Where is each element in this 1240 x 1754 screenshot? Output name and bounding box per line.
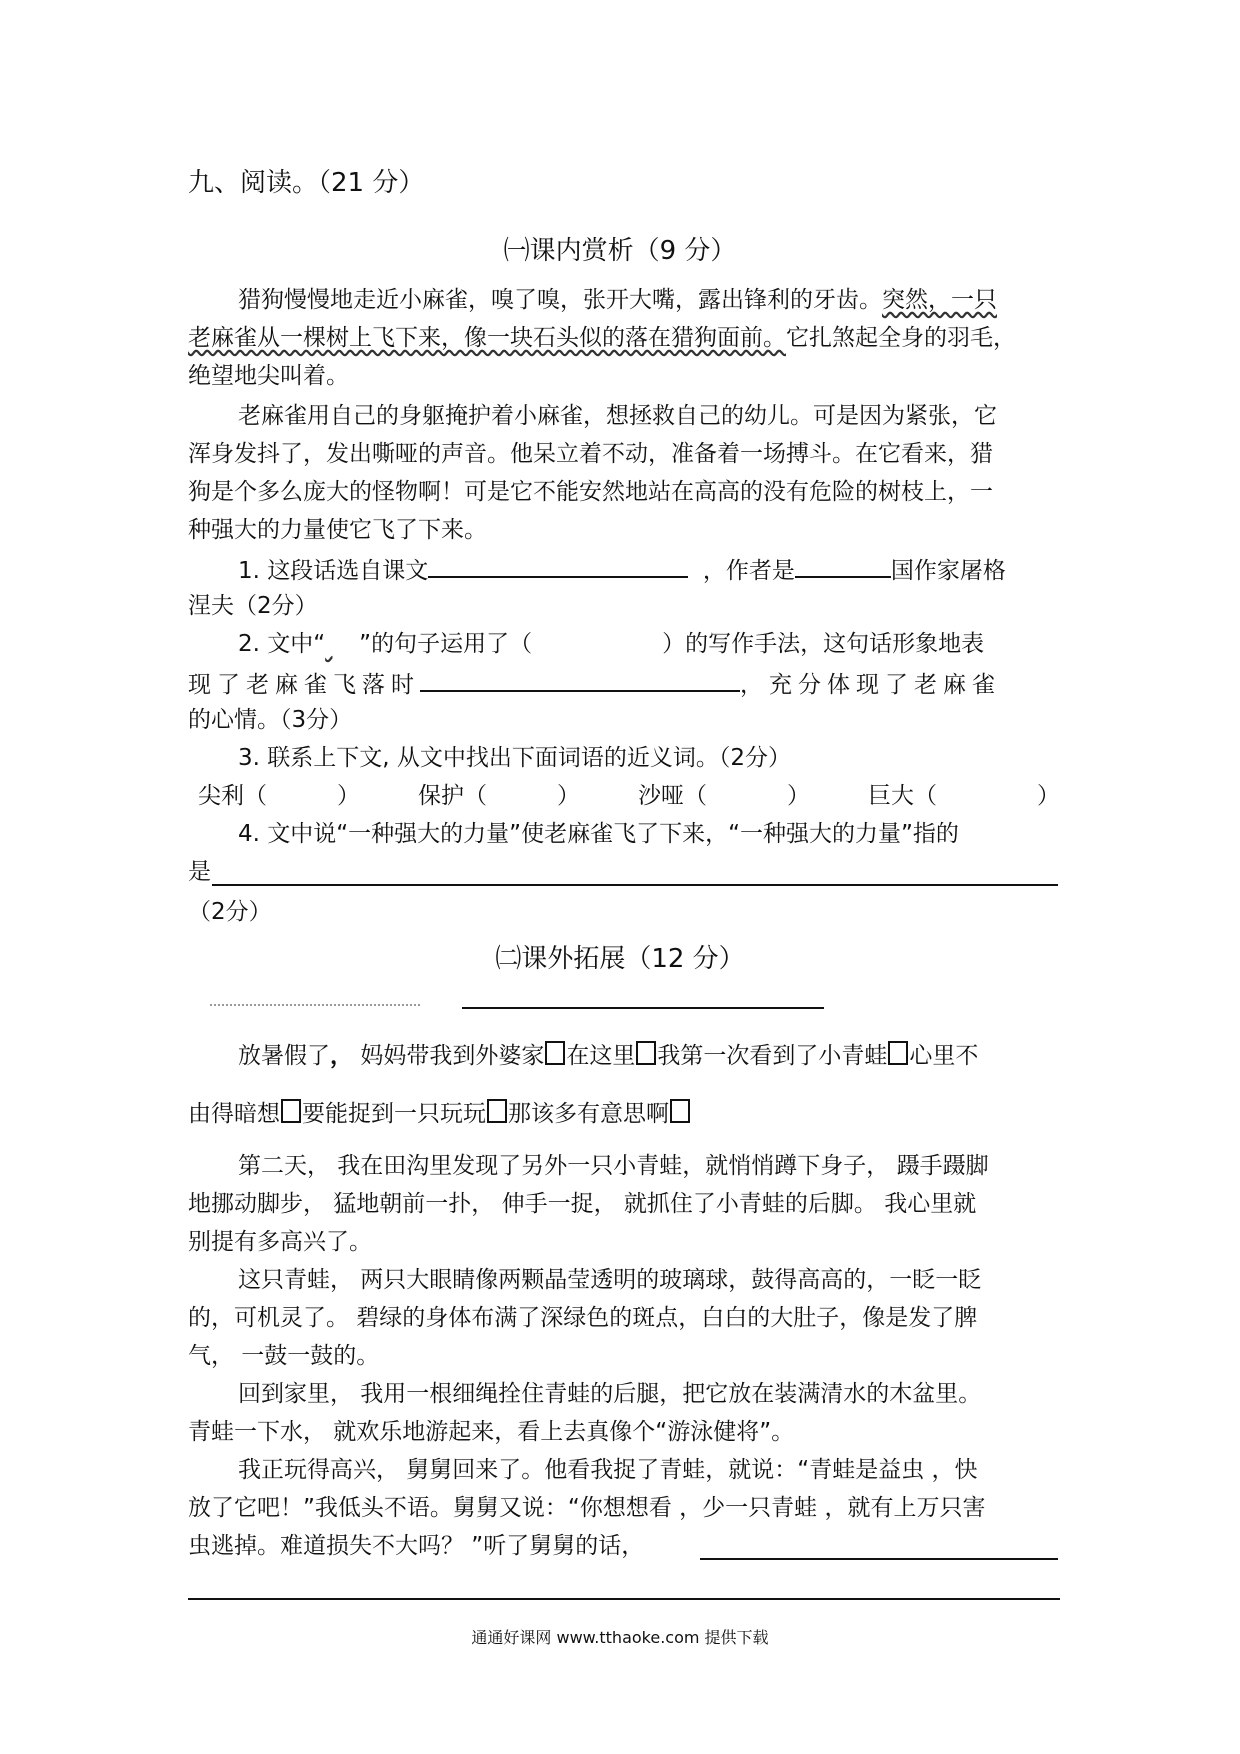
synonym-item[interactable]: [868, 778, 1060, 814]
section1-heading: ㈠课内赏析（9 分）: [503, 236, 737, 266]
answer-blank[interactable]: [420, 664, 740, 692]
footer-text: 通通好课网 www.tthaoke.com 提供下载: [471, 1628, 769, 1647]
s2-para3-line2: 的，可机灵了。 碧绿的身体布满了深绿色的斑点，白白的大肚子，像是发了脾: [188, 1305, 978, 1331]
s2-text: 放暑假了: [238, 1043, 330, 1069]
word-label: 沙哑（: [638, 783, 707, 809]
q1-text: 国作家屠格: [890, 558, 1006, 584]
para1-line1: [188, 282, 1108, 318]
para1-text: 猎狗慢慢地走近小麻雀，嗅了嗅，张开大嘴，露出锋利的牙齿。: [238, 287, 882, 313]
s2-para3-line3: 气， 一鼓一鼓的。: [188, 1343, 380, 1369]
s2-para1-line2: [188, 1096, 1058, 1132]
answer-line[interactable]: [212, 884, 1058, 886]
synonym-item[interactable]: [418, 778, 580, 814]
answer-blank[interactable]: [428, 550, 688, 578]
para1-text: 它扎煞起全身的羽毛，: [786, 325, 1016, 351]
s2-para2-line1: 第二天， 我在田沟里发现了另外一只小青蛙，就悄悄蹲下身子， 蹑手蹑脚: [238, 1153, 989, 1179]
s2-comma: ，: [330, 1043, 353, 1069]
para1-line3: 绝望地尖叫着。: [188, 363, 349, 389]
answer-line[interactable]: [700, 1558, 1058, 1560]
word-label: 巨大（: [868, 783, 937, 809]
word-label: 尖利（: [198, 783, 267, 809]
punctuation-box[interactable]: [888, 1041, 908, 1065]
punctuation-box[interactable]: [545, 1041, 565, 1065]
s2-text: 由得暗想: [188, 1101, 280, 1127]
para2-line1: 老麻雀用自己的身躯掩护着小麻雀，想拯救自己的幼儿。可是因为紧张，它: [238, 403, 997, 429]
s2-text: 要能捉到一只玩玩: [302, 1101, 486, 1127]
s2-text: 虫逃掉。难道损失不大吗？ ”听了舅舅的话，: [188, 1533, 645, 1559]
punctuation-box[interactable]: [281, 1099, 301, 1123]
punctuation-box[interactable]: [487, 1099, 507, 1123]
s2-para3-line1: 这只青蛙， 两只大眼睛像两颗晶莹透明的玻璃球，鼓得高高的，一眨一眨: [238, 1267, 982, 1293]
bracket: ）: [1037, 783, 1060, 809]
s2-para5-line1: 我正玩得高兴， 舅舅回来了。他看我捉了青蛙，就说：“青蛙是益虫 ，快: [238, 1457, 978, 1483]
s2-para1-line1: [188, 1038, 1108, 1074]
q4-text: 是: [188, 859, 211, 885]
s2-para2-line2: 地挪动脚步， 猛地朝前一扑， 伸手一捉， 就抓住了小青蛙的后脚。 我心里就: [188, 1191, 977, 1217]
s2-para4-line1: 回到家里， 我用一根细绳拴住青蛙的后腿，把它放在装满清水的木盆里。: [238, 1381, 982, 1407]
bracket: ）: [787, 783, 810, 809]
section2-heading: ㈡课外拓展（12 分）: [495, 944, 745, 974]
synonym-item[interactable]: [198, 778, 360, 814]
s2-text: 那该多有意思啊: [508, 1101, 669, 1127]
synonym-row: [198, 778, 1060, 814]
s2-para2-line3: 别提有多高兴了。: [188, 1229, 372, 1255]
q2-text: ）的写作手法，这句话形象地表: [662, 631, 985, 657]
para2-line2: 浑身发抖了，发出嘶哑的声音。他呆立着不动，准备着一场搏斗。在它看来，猎: [188, 441, 993, 467]
wavy-sentence-part: 老麻雀从一棵树上飞下来，像一块石头似的落在猎狗面前。: [188, 325, 786, 351]
s2-text: 心里不: [909, 1043, 979, 1069]
bracket: ）: [557, 783, 580, 809]
s2-text: 妈妈带我到外婆家: [360, 1043, 545, 1069]
para2-line3: 狗是个多么庞大的怪物啊！可是它不能安然地站在高高的没有危险的树枝上，一: [188, 479, 993, 505]
q1-text: 1. 这段话选自课文: [238, 558, 429, 584]
s2-para4-line2: 青蛙一下水， 就欢乐地游起来，看上去真像个“游泳健将”。: [188, 1419, 795, 1445]
dotted-title-marker: [210, 1004, 420, 1006]
bracket: ）: [337, 783, 360, 809]
q2-text: 2. 文中“: [238, 631, 326, 657]
word-label: 保护（: [418, 783, 487, 809]
question-2-cont2: 的心情。（3分）: [188, 707, 353, 733]
s2-text: 在这里: [566, 1043, 636, 1069]
wavy-sentence-part: 突然，一只: [882, 287, 997, 313]
wavy-mark: [325, 626, 359, 662]
punctuation-box[interactable]: [670, 1099, 690, 1123]
footer-divider: [188, 1598, 1060, 1600]
q2-text: ，充分体现了老麻雀: [740, 672, 1001, 698]
question-1: [188, 550, 1108, 589]
question-title: 九、阅读。（21 分）: [188, 168, 425, 198]
title-answer-line[interactable]: [462, 1007, 824, 1009]
s2-text: 我第一次看到了小青蛙: [657, 1043, 888, 1069]
q2-text: ”的句子运用了（: [359, 631, 533, 657]
synonym-item[interactable]: [638, 778, 810, 814]
para1-line2: [188, 320, 1058, 356]
s2-para5-line2: 放了它吧！”我低头不语。舅舅又说：“你想想看 ，少一只青蛙 ，就有上万只害: [188, 1495, 986, 1521]
question-4: 4. 文中说“一种强大的力量”使老麻雀飞了下来，“一种强大的力量”指的: [238, 821, 959, 847]
question-2: [188, 626, 1108, 662]
q2-text: 现了老麻雀飞落时: [188, 672, 420, 698]
question-3: 3. 联系上下文, 从文中找出下面词语的近义词。（2分）: [238, 745, 792, 771]
para2-line4: 种强大的力量使它飞了下来。: [188, 517, 487, 543]
question-4-score: （2分）: [188, 899, 272, 925]
q1-text: ，作者是: [702, 558, 795, 584]
question-1-cont: 涅夫（2分）: [188, 593, 318, 619]
question-2-cont: [188, 664, 1058, 703]
punctuation-box[interactable]: [636, 1041, 656, 1065]
answer-blank[interactable]: [795, 550, 891, 578]
